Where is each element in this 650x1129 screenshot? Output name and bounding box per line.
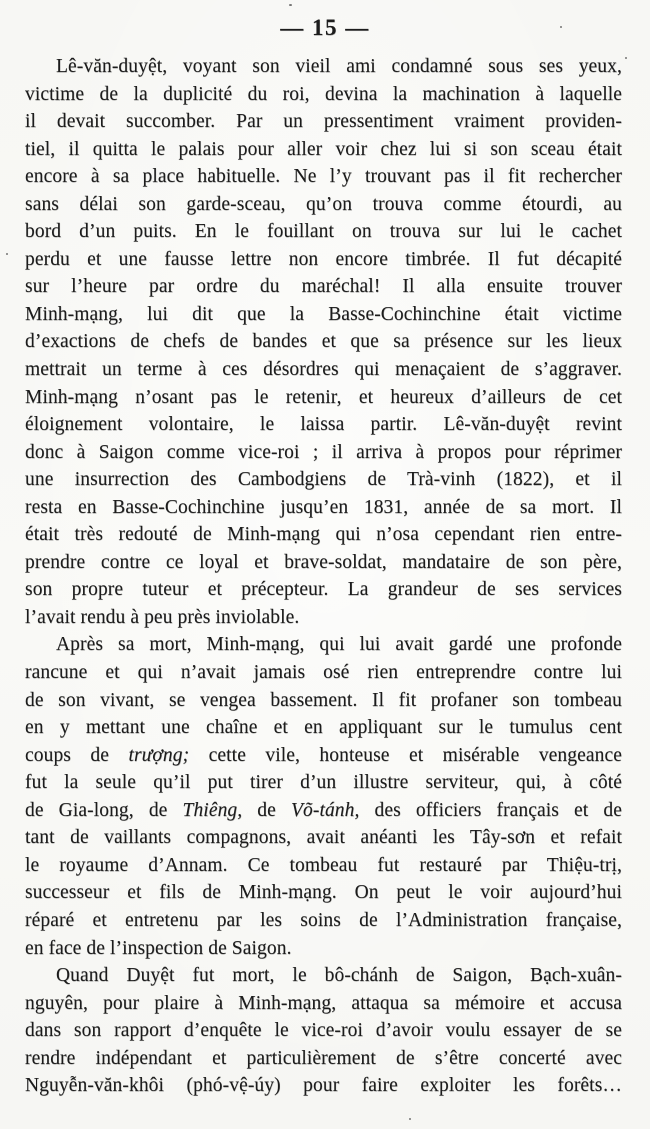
text-line: bord d’un puits. En le fouillant on trouva sur lui le cachet bbox=[25, 221, 622, 243]
text-line: Nguyễn-văn-khôi (phó-vệ-úy) pour faire exploiter les forêts… bbox=[25, 1075, 622, 1097]
text-line: il devait succomber. Par un pressentiment vraiment providen- bbox=[25, 111, 622, 133]
text-line: Quand Duyệt fut mort, le bô-chánh de Saigon, Bạch-xuân- bbox=[56, 965, 622, 987]
text-line: Après sa mort, Minh-mạng, qui lui avait gardé une profonde bbox=[56, 634, 622, 656]
scan-speck bbox=[6, 253, 8, 255]
paragraph bbox=[25, 962, 622, 1100]
text-line: successeur et fils de Minh-mạng. On peut le voir aujourd’hui bbox=[25, 882, 622, 904]
text-line: rendre indépendant et particulièrement de s’être concerté avec bbox=[25, 1047, 622, 1069]
text-line: une insurrection des Cambodgiens de Trà-vinh (1822), et il bbox=[25, 469, 622, 491]
paragraph bbox=[25, 631, 622, 962]
text-line: nguyên, pour plaire à Minh-mạng, attaqua sa mémoire et accusa bbox=[25, 992, 622, 1014]
text-line: Lê-văn-duyệt, voyant son vieil ami condamné sous ses yeux, bbox=[56, 56, 622, 77]
text-line: perdu et une fausse lettre non encore timbrée. Il fut décapité bbox=[25, 248, 622, 270]
text-line: tiel, il quitta le palais pour aller voir chez lui si son sceau était bbox=[25, 138, 622, 160]
scan-speck bbox=[625, 57, 627, 59]
page-number: — 15 — bbox=[280, 15, 370, 40]
text-line: l’avait rendu à peu près inviolable. bbox=[25, 606, 300, 628]
text-line: resta en Basse-Cochinchine jusqu’en 1831, année de sa mort. Il bbox=[25, 496, 622, 518]
text-line: dans son rapport d’enquête le vice-roi d’avoir voulu essayer de se bbox=[25, 1020, 622, 1042]
text-block bbox=[25, 53, 622, 1100]
text-line: était très redouté de Minh-mạng qui n’osa cependant rien entre- bbox=[25, 524, 622, 546]
text-line: d’exactions de chefs de bandes et que sa présence sur les lieux bbox=[25, 331, 622, 353]
text-line: Minh-mạng n’osant pas le retenir, et heureux d’ailleurs de cet bbox=[25, 386, 622, 408]
text-line: éloignement volontaire, le laissa partir. Lê-văn-duyệt revint bbox=[25, 414, 622, 436]
text-line: en y mettant une chaîne et en appliquant sur le tumulus cent bbox=[25, 717, 622, 739]
text-line: réparé et entretenu par les soins de l’Administration française, bbox=[25, 909, 622, 931]
text-line: rancune et qui n’avait jamais osé rien entreprendre contre lui bbox=[25, 662, 622, 684]
text-line: donc à Saigon comme vice-roi ; il arriva à propos pour réprimer bbox=[25, 441, 622, 463]
text-line: encore à sa place habituelle. Ne l’y trouvant pas il fit rechercher bbox=[25, 166, 622, 188]
text-line: de Gia-long, de Thiêng, de Võ-tánh, des officiers français et de bbox=[25, 799, 622, 821]
scan-speck bbox=[560, 26, 562, 28]
text-line: en face de l’inspection de Saigon. bbox=[25, 937, 292, 959]
text-line: sans délai son garde-sceau, qu’on trouva comme étourdi, au bbox=[25, 193, 622, 215]
text-line: sur l’heure par ordre du maréchal! Il alla ensuite trouver bbox=[25, 276, 622, 298]
text-line: fut la seule qu’il put tirer d’un illustre serviteur, qui, à côté bbox=[25, 772, 622, 794]
text-line: mettrait un terme à ces désordres qui menaçaient de s’aggraver. bbox=[25, 359, 622, 381]
text-line: le royaume d’Annam. Ce tombeau fut restauré par Thiệu-trị, bbox=[25, 854, 622, 876]
text-line: victime de la duplicité du roi, devina la machination à laquelle bbox=[25, 83, 622, 105]
scan-speck bbox=[409, 1118, 411, 1120]
text-line: son propre tuteur et précepteur. La grandeur de ses services bbox=[25, 579, 622, 601]
text-line: tant de vaillants compagnons, avait anéanti les Tây-sơn et refait bbox=[25, 827, 622, 849]
text-line: coups de trượng; cette vile, honteuse et misérable vengeance bbox=[25, 744, 622, 766]
paragraph bbox=[25, 53, 622, 631]
text-line: de son vivant, se vengea bassement. Il fit profaner son tombeau bbox=[25, 689, 622, 711]
text-line: Minh-mạng, lui dit que la Basse-Cochinchine était victime bbox=[25, 303, 622, 325]
scan-speck bbox=[289, 4, 292, 6]
text-line: prendre contre ce loyal et brave-soldat, mandataire de son père, bbox=[25, 551, 622, 573]
